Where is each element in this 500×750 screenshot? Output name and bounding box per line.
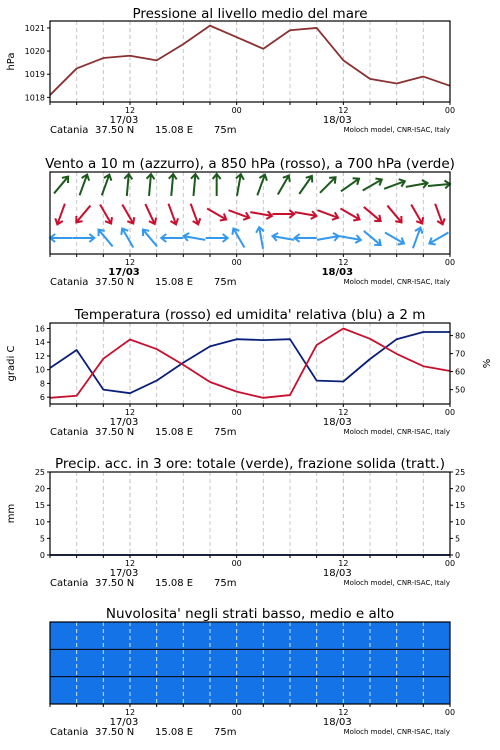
plot-frame	[50, 323, 450, 404]
y-tick-label: 12	[34, 351, 45, 361]
wind-arrow-shaft	[428, 184, 450, 186]
x-tick-label: 12	[338, 708, 349, 717]
model-credit: Moloch model, CNR-ISAC, Italy	[343, 728, 450, 736]
x-tick-label: 12	[338, 408, 349, 417]
y-tick-label: 10	[34, 517, 45, 527]
wind-arrow	[431, 202, 446, 225]
chart-title: Temperatura (rosso) ed umidita' relativa (blu) a 2 m	[74, 307, 426, 323]
y-tick-label-right: 5	[455, 534, 461, 544]
wind-arrow	[167, 174, 177, 197]
wind-arrow-shaft	[98, 230, 112, 247]
y-tick-label-right: 25	[455, 468, 466, 477]
y-tick-label: 0	[39, 551, 45, 560]
cloud-layer	[50, 677, 450, 704]
x-tick-label: 12	[124, 708, 136, 717]
pressure-line	[50, 26, 450, 95]
wind-arrow-shaft	[387, 206, 401, 223]
wind-arrow	[361, 204, 383, 224]
x-tick-label: 00	[444, 106, 456, 115]
date-label: 17/03	[108, 267, 140, 278]
wind-arrow	[54, 202, 69, 225]
y-tick-label: 1018	[24, 93, 45, 103]
wind-arrow-shaft	[364, 231, 381, 245]
chart-title: Vento a 10 m (azzurro), a 850 hPa (rosso), a 700 hPa (verde)	[45, 156, 455, 172]
wind-arrow	[338, 232, 361, 244]
y-tick-label: 6	[39, 393, 45, 403]
location-elev: 75m	[214, 727, 237, 738]
location-name: Catania	[50, 727, 89, 738]
location-lon: 15.08 E	[155, 578, 194, 589]
wind-arrow	[272, 210, 294, 218]
wind-arrow	[227, 206, 250, 221]
y-tick-label-right: 80	[455, 331, 466, 341]
wind-arrow-shaft	[127, 174, 129, 196]
y-tick-label-right: 15	[455, 501, 466, 511]
wind-arrow	[119, 202, 137, 225]
location-lon: 15.08 E	[155, 727, 194, 738]
y-tick-label: 1019	[24, 70, 45, 80]
date-label: 17/03	[109, 717, 139, 728]
y-tick-label: 8	[39, 379, 45, 389]
wind-arrow	[294, 208, 317, 220]
wind-arrow	[316, 206, 339, 221]
x-tick-label: 00	[231, 559, 242, 568]
x-tick-label: 00	[444, 408, 456, 417]
cloud-layer	[50, 649, 450, 676]
wind-arrow	[76, 173, 91, 196]
wind-arrow-shaft	[143, 230, 157, 247]
wind-arrow	[405, 179, 428, 191]
y-axis-label: hPa	[6, 52, 17, 71]
plot-frame	[50, 472, 450, 555]
wind-arrow	[255, 226, 267, 249]
chart-title: Nuvolosita' negli strati basso, medio e alto	[105, 606, 395, 622]
y-tick-label-right: 0	[455, 551, 461, 560]
x-tick-label: 00	[231, 408, 242, 417]
date-label: 18/03	[322, 417, 352, 428]
wind-arrow-shaft	[171, 174, 173, 196]
x-tick-label: 00	[231, 708, 242, 717]
wind-arrow	[295, 234, 317, 242]
wind-arrow-shaft	[149, 174, 151, 196]
x-tick-label: 00	[444, 708, 456, 717]
wind-arrow	[233, 173, 245, 196]
wind-arrow	[50, 234, 72, 242]
x-tick-label: 00	[231, 258, 242, 267]
y-axis-label-right: %	[482, 358, 493, 369]
x-tick-label: 00	[444, 559, 456, 568]
location-name: Catania	[50, 427, 89, 438]
location-lon: 15.08 E	[155, 125, 194, 136]
x-tick-label: 12	[124, 258, 136, 267]
y-tick-label: 25	[34, 468, 45, 477]
wind-arrow	[317, 174, 338, 195]
location-lat: 37.50 N	[95, 277, 135, 288]
x-tick-label: 00	[231, 106, 242, 115]
location-lon: 15.08 E	[155, 277, 194, 288]
wind-arrow	[213, 174, 221, 196]
wind-arrow-shaft	[54, 177, 68, 194]
y-tick-label-right: 50	[455, 385, 466, 395]
cloud-layer	[50, 622, 450, 649]
date-label: 17/03	[109, 115, 139, 126]
model-credit: Moloch model, CNR-ISAC, Italy	[343, 126, 450, 134]
wind-arrow-shaft	[299, 176, 312, 194]
location-elev: 75m	[214, 125, 237, 136]
y-tick-label-right: 10	[455, 517, 466, 527]
location-lat: 37.50 N	[95, 125, 135, 136]
wind-arrow	[190, 174, 200, 197]
y-axis-label: mm	[6, 503, 17, 524]
x-tick-label: 12	[338, 559, 349, 568]
wind-arrow-shaft	[193, 174, 195, 196]
x-tick-label: 00	[444, 258, 456, 267]
y-tick-label: 20	[34, 484, 45, 494]
wind-arrow	[183, 232, 206, 244]
plot-frame	[50, 21, 450, 102]
wind-arrow	[51, 174, 71, 196]
y-tick-label: 14	[34, 338, 45, 348]
date-label: 18/03	[321, 267, 354, 278]
y-tick-label: 10	[34, 365, 45, 375]
y-tick-label: 5	[39, 534, 45, 544]
x-tick-label: 12	[338, 106, 349, 115]
x-tick-label: 12	[338, 258, 349, 267]
model-credit: Moloch model, CNR-ISAC, Italy	[343, 428, 450, 436]
location-name: Catania	[50, 277, 89, 288]
location-lat: 37.50 N	[95, 427, 135, 438]
y-tick-label-right: 20	[455, 484, 466, 494]
y-tick-label: 15	[34, 501, 45, 511]
y-tick-label-right: 70	[455, 349, 466, 359]
date-label: 17/03	[109, 417, 139, 428]
wind-arrow	[142, 202, 159, 225]
wind-arrow	[187, 202, 202, 225]
wind-arrow	[254, 173, 269, 196]
location-elev: 75m	[214, 427, 237, 438]
location-lat: 37.50 N	[95, 727, 135, 738]
location-lon: 15.08 E	[155, 427, 194, 438]
wind-arrow	[361, 228, 383, 248]
y-tick-label: 16	[34, 324, 45, 334]
wind-arrow	[383, 229, 406, 247]
wind-arrow	[205, 205, 228, 223]
wind-arrow	[316, 232, 339, 244]
wind-arrow	[230, 226, 248, 249]
location-lat: 37.50 N	[95, 578, 135, 589]
date-label: 18/03	[322, 717, 352, 728]
wind-arrow-shaft	[320, 177, 336, 193]
wind-arrow	[427, 229, 450, 247]
date-label: 17/03	[109, 568, 139, 579]
wind-arrow	[123, 174, 133, 197]
wind-arrow	[98, 173, 113, 196]
wind-arrow	[206, 234, 228, 242]
wind-arrow	[165, 202, 180, 225]
wind-arrow	[145, 174, 155, 197]
y-tick-label: 1020	[24, 47, 45, 57]
wind-arrow	[384, 203, 404, 225]
x-tick-label: 12	[124, 106, 136, 115]
wind-arrow	[250, 208, 273, 220]
chart-title: Precip. acc. in 3 ore: totale (verde), frazione solida (tratt.)	[55, 456, 445, 472]
wind-arrow	[409, 226, 424, 249]
wind-arrow	[95, 227, 115, 249]
x-tick-label: 12	[124, 408, 136, 417]
humidity-line	[50, 332, 450, 393]
y-axis-label: gradi C	[6, 345, 17, 382]
location-name: Catania	[50, 125, 89, 136]
y-tick-label-right: 60	[455, 367, 466, 377]
location-elev: 75m	[214, 578, 237, 589]
wind-arrow-shaft	[76, 206, 90, 223]
x-tick-label: 12	[124, 559, 136, 568]
location-elev: 75m	[214, 277, 237, 288]
date-label: 18/03	[322, 568, 352, 579]
location-name: Catania	[50, 578, 89, 589]
wind-arrow-shaft	[364, 207, 381, 221]
date-label: 18/03	[322, 115, 352, 126]
y-tick-label: 1021	[24, 23, 45, 33]
wind-arrow	[272, 232, 295, 244]
wind-arrow	[383, 177, 406, 192]
wind-arrow	[161, 234, 183, 242]
wind-arrow	[97, 202, 115, 225]
wind-arrow	[119, 226, 137, 249]
wind-arrow	[72, 234, 94, 242]
plot-frame	[50, 172, 450, 254]
model-credit: Moloch model, CNR-ISAC, Italy	[343, 278, 450, 286]
model-credit: Moloch model, CNR-ISAC, Italy	[343, 579, 450, 587]
wind-arrow	[296, 174, 315, 197]
wind-arrow	[339, 175, 362, 194]
wind-arrow	[338, 205, 361, 223]
wind-arrow	[361, 176, 384, 194]
chart-title: Pressione al livello medio del mare	[132, 6, 368, 22]
wind-arrow	[428, 180, 451, 190]
